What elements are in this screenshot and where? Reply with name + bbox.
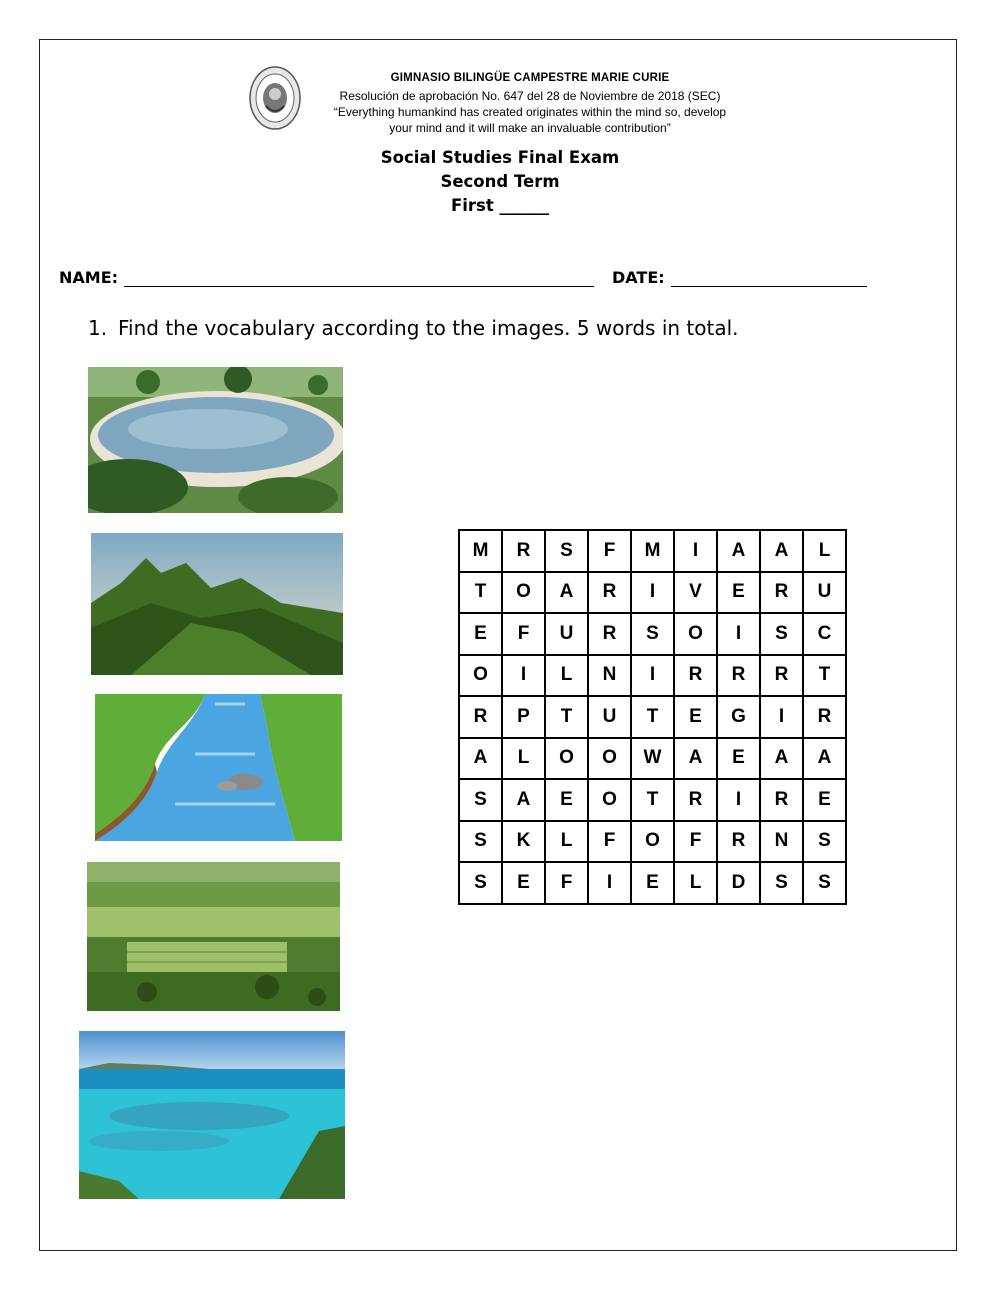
word-search-cell[interactable]: C: [803, 613, 846, 655]
word-search-cell[interactable]: A: [760, 530, 803, 572]
word-search-row: [459, 862, 846, 904]
word-search-cell[interactable]: T: [631, 696, 674, 738]
word-search-cell[interactable]: M: [459, 530, 502, 572]
school-motto: [300, 104, 760, 136]
word-search-cell[interactable]: R: [717, 821, 760, 863]
name-blank[interactable]: [124, 270, 594, 287]
river-image: [95, 694, 342, 841]
word-search-cell[interactable]: S: [459, 779, 502, 821]
word-search-cell[interactable]: S: [760, 613, 803, 655]
word-search-row: [459, 738, 846, 780]
word-search-cell[interactable]: S: [803, 862, 846, 904]
word-search-cell[interactable]: R: [760, 655, 803, 697]
word-search-row: [459, 655, 846, 697]
name-label: NAME:: [59, 268, 119, 287]
word-search-cell[interactable]: O: [588, 779, 631, 821]
word-search-cell[interactable]: R: [502, 530, 545, 572]
motto-line-2: your mind and it will make an invaluable contribution”: [389, 121, 671, 135]
lake-image: [88, 367, 343, 513]
word-search-row: [459, 530, 846, 572]
word-search-cell[interactable]: O: [545, 738, 588, 780]
word-search-cell[interactable]: F: [674, 821, 717, 863]
word-search-cell[interactable]: F: [588, 530, 631, 572]
word-search-cell[interactable]: E: [631, 862, 674, 904]
word-search-cell[interactable]: I: [760, 696, 803, 738]
word-search-cell[interactable]: O: [674, 613, 717, 655]
word-search-cell[interactable]: E: [459, 613, 502, 655]
word-search-cell[interactable]: A: [760, 738, 803, 780]
word-search-cell[interactable]: S: [545, 530, 588, 572]
word-search-cell[interactable]: G: [717, 696, 760, 738]
word-search-cell[interactable]: I: [674, 530, 717, 572]
word-search-row: [459, 613, 846, 655]
word-search-row: [459, 696, 846, 738]
word-search-cell[interactable]: M: [631, 530, 674, 572]
word-search-cell[interactable]: I: [717, 779, 760, 821]
word-search-cell[interactable]: A: [545, 572, 588, 614]
word-search-cell[interactable]: P: [502, 696, 545, 738]
exam-term: Second Term: [440, 172, 560, 191]
word-search-cell[interactable]: E: [545, 779, 588, 821]
word-search-cell[interactable]: L: [545, 655, 588, 697]
word-search-cell[interactable]: R: [760, 779, 803, 821]
word-search-cell[interactable]: I: [631, 655, 674, 697]
word-search-row: [459, 821, 846, 863]
word-search-cell[interactable]: L: [674, 862, 717, 904]
name-field[interactable]: [59, 268, 594, 287]
word-search-cell[interactable]: S: [459, 862, 502, 904]
word-search-cell[interactable]: R: [459, 696, 502, 738]
word-search-cell[interactable]: F: [545, 862, 588, 904]
date-blank[interactable]: [671, 270, 867, 287]
word-search-cell[interactable]: O: [588, 738, 631, 780]
resolution-text: Resolución de aprobación No. 647 del 28 de Noviembre de 2018 (SEC): [339, 89, 721, 103]
word-search-cell[interactable]: A: [717, 530, 760, 572]
word-search-cell[interactable]: I: [502, 655, 545, 697]
word-search-grid: [458, 529, 847, 905]
word-search-row: [459, 572, 846, 614]
word-search-cell[interactable]: N: [588, 655, 631, 697]
date-field[interactable]: [612, 268, 867, 287]
word-search-cell[interactable]: S: [803, 821, 846, 863]
word-search-cell[interactable]: R: [674, 655, 717, 697]
word-search-cell[interactable]: F: [502, 613, 545, 655]
word-search-cell[interactable]: T: [459, 572, 502, 614]
word-search-cell[interactable]: R: [760, 572, 803, 614]
word-search-cell[interactable]: N: [760, 821, 803, 863]
word-search-cell[interactable]: T: [631, 779, 674, 821]
word-search-cell[interactable]: S: [631, 613, 674, 655]
question-1: [88, 316, 739, 340]
sea-image: [79, 1031, 345, 1199]
word-search-cell[interactable]: U: [545, 613, 588, 655]
question-text: Find the vocabulary according to the images. 5 words in total.: [118, 316, 739, 340]
word-search-cell[interactable]: R: [588, 613, 631, 655]
word-search-cell[interactable]: V: [674, 572, 717, 614]
word-search-cell[interactable]: L: [803, 530, 846, 572]
word-search-cell[interactable]: E: [674, 696, 717, 738]
mountain-image: [91, 533, 343, 675]
word-search-cell[interactable]: T: [545, 696, 588, 738]
word-search-cell[interactable]: O: [459, 655, 502, 697]
word-search-cell[interactable]: L: [502, 738, 545, 780]
word-search-cell[interactable]: O: [631, 821, 674, 863]
word-search-cell[interactable]: R: [588, 572, 631, 614]
word-search-cell[interactable]: T: [803, 655, 846, 697]
word-search-cell[interactable]: E: [502, 862, 545, 904]
word-search-cell[interactable]: R: [803, 696, 846, 738]
word-search-cell[interactable]: O: [502, 572, 545, 614]
word-search-cell[interactable]: A: [674, 738, 717, 780]
word-search-cell[interactable]: E: [803, 779, 846, 821]
word-search-row: [459, 779, 846, 821]
word-search-cell[interactable]: D: [717, 862, 760, 904]
word-search-cell[interactable]: U: [803, 572, 846, 614]
word-search-cell[interactable]: E: [717, 738, 760, 780]
word-search-cell[interactable]: F: [588, 821, 631, 863]
word-search-cell[interactable]: E: [717, 572, 760, 614]
word-search-cell[interactable]: S: [459, 821, 502, 863]
fields-image: [87, 862, 340, 1011]
question-number: 1.: [88, 316, 108, 340]
word-search-cell[interactable]: S: [760, 862, 803, 904]
word-search-cell[interactable]: U: [588, 696, 631, 738]
date-label: DATE:: [612, 268, 665, 287]
word-search-cell[interactable]: A: [502, 779, 545, 821]
word-search-cell[interactable]: I: [588, 862, 631, 904]
word-search-cell[interactable]: I: [717, 613, 760, 655]
word-search-cell[interactable]: W: [631, 738, 674, 780]
word-search-cell[interactable]: R: [674, 779, 717, 821]
word-search-cell[interactable]: K: [502, 821, 545, 863]
word-search-cell[interactable]: A: [803, 738, 846, 780]
exam-title: Social Studies Final Exam: [380, 148, 620, 167]
word-search-cell[interactable]: R: [717, 655, 760, 697]
school-crest-icon: [249, 66, 301, 130]
motto-line-1: “Everything humankind has created originates within the mind so, develop: [333, 105, 727, 119]
word-search-cell[interactable]: L: [545, 821, 588, 863]
word-search-cell[interactable]: I: [631, 572, 674, 614]
school-name: GIMNASIO BILINGÜE CAMPESTRE MARIE CURIE: [390, 72, 670, 84]
exam-grade: First ______: [450, 196, 550, 215]
word-search-cell[interactable]: A: [459, 738, 502, 780]
